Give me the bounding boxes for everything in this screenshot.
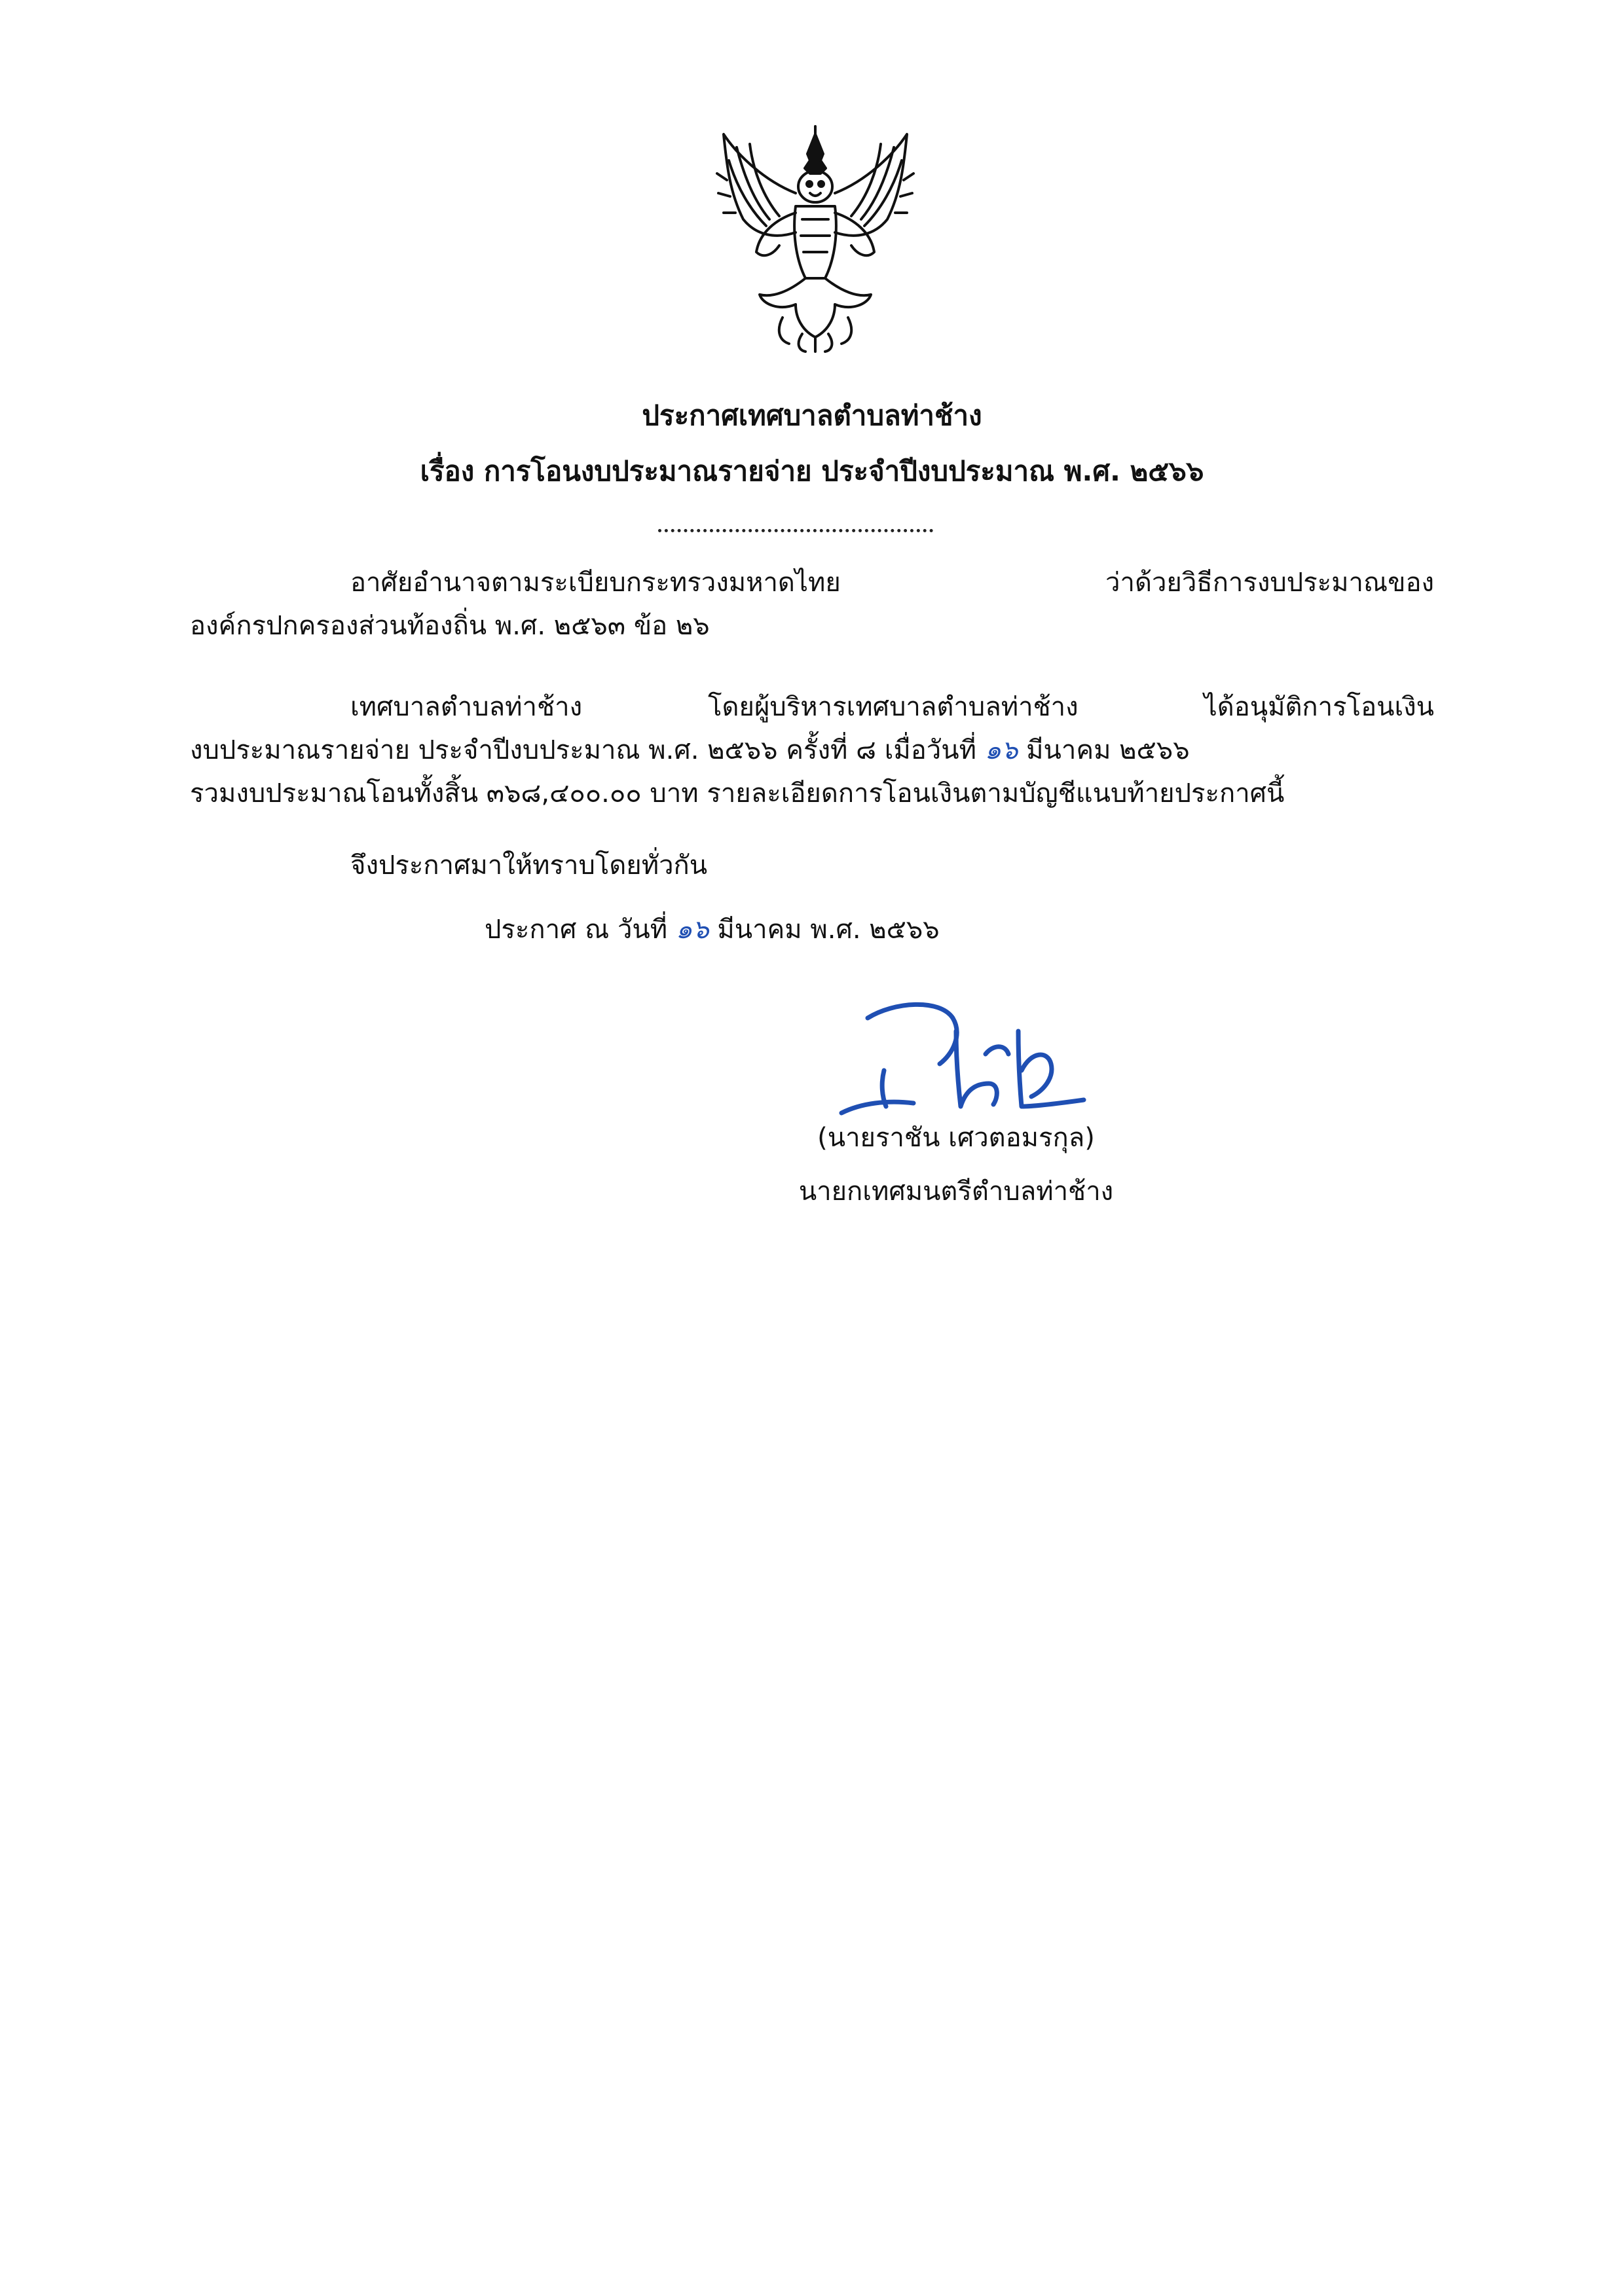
garuda-emblem-icon [697, 121, 933, 357]
handwritten-day: ๑๖ [984, 735, 1018, 765]
date-prefix: ประกาศ ณ วันที่ [485, 915, 676, 945]
announcement-heading: ประกาศเทศบาลตำบลท่าช้าง [642, 399, 982, 431]
paragraph-line: เทศบาลตำบลท่าช้าง โดยผู้บริหารเทศบาลตำบลท่าช้าง ได้อนุมัติการโอนเงิน [350, 692, 1434, 722]
signature-icon [822, 992, 1097, 1123]
paragraph-text: มีนาคม ๒๕๖๖ [1018, 735, 1190, 765]
paragraph-transfer [190, 687, 1434, 817]
paragraph-line [190, 731, 1434, 774]
title-separator [658, 509, 933, 532]
handwritten-day: ๑๖ [675, 915, 709, 945]
date-suffix: มีนาคม พ.ศ. ๒๕๖๖ [709, 915, 940, 945]
signer-title: นายกเทศมนตรีตำบลท่าช้าง [798, 1176, 1114, 1207]
paragraph-text: งบประมาณรายจ่าย ประจำปีงบประมาณ พ.ศ. ๒๕๖๖ ครั้งที่ ๘ เมื่อวันที่ [190, 735, 985, 765]
announcement-date [485, 910, 940, 949]
paragraph-line: องค์กรปกครองส่วนท้องถิ่น พ.ศ. ๒๕๖๓ ข้อ ๒๖ [190, 611, 710, 641]
announcement-subject: เรื่อง การโอนงบประมาณรายจ่าย ประจำปีงบประมาณ พ.ศ. ๒๕๖๖ [420, 455, 1204, 487]
closing-statement: จึงประกาศมาให้ทราบโดยทั่วกัน [350, 850, 708, 881]
paragraph-line: อาศัยอำนาจตามระเบียบกระทรวงมหาดไทย ว่าด้วยวิธีการงบประมาณของ [350, 568, 1434, 598]
signer-name: (นายราชัน เศวตอมรกุล) [817, 1123, 1095, 1153]
paragraph-authority [190, 563, 1434, 649]
paragraph-line: รวมงบประมาณโอนทั้งสิ้น ๓๖๘,๔๐๐.๐๐ บาท รายละเอียดการโอนเงินตามบัญชีแนบท้ายประกาศนี้ [190, 778, 1285, 809]
